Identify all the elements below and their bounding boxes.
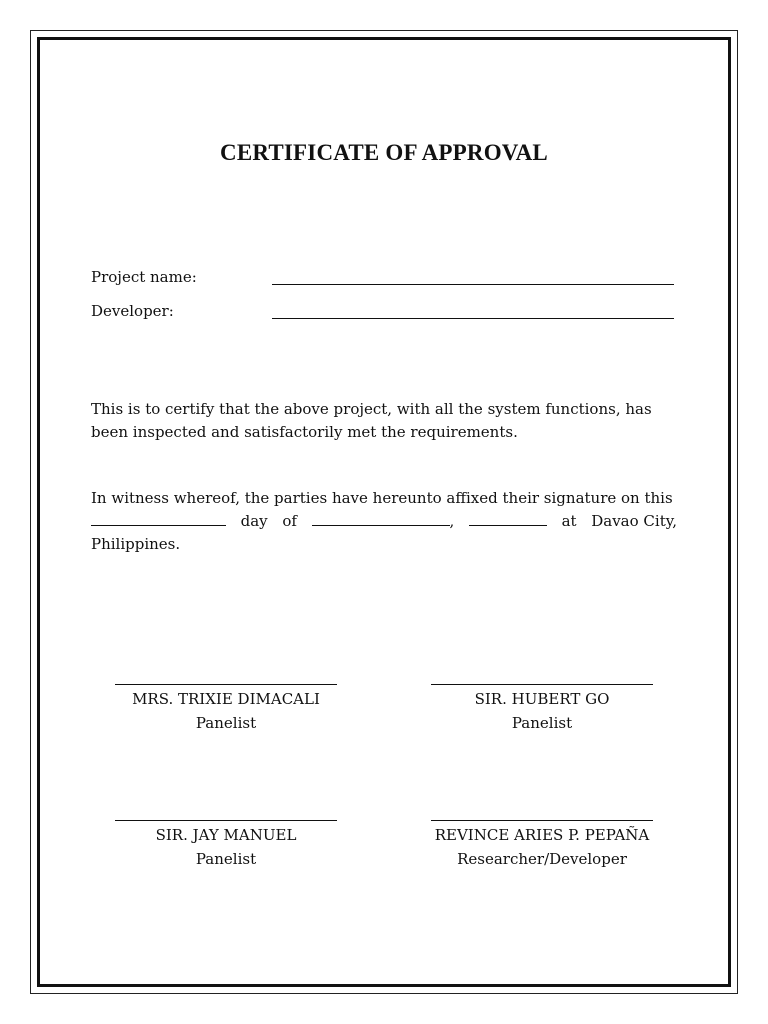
signature-block-1 <box>115 684 337 735</box>
signatory-name: MRS. TRIXIE DIMACALI <box>132 690 320 708</box>
month-blank-group <box>312 510 455 533</box>
day-blank-line[interactable] <box>91 510 226 526</box>
day-word: day <box>240 512 268 530</box>
city-text: Davao City, <box>591 512 677 530</box>
month-blank-line[interactable] <box>312 510 450 526</box>
witness-line-2 <box>91 510 677 533</box>
witness-paragraph <box>91 487 677 556</box>
certificate-title: CERTIFICATE OF APPROVAL <box>220 140 548 165</box>
developer-label: Developer: <box>91 302 174 320</box>
signature-line[interactable] <box>115 684 337 685</box>
signatory-name: SIR. JAY MANUEL <box>155 826 297 844</box>
comma: , <box>449 512 455 530</box>
signatory-role: Panelist <box>195 850 257 868</box>
project-name-blank-line[interactable] <box>272 284 674 285</box>
signature-line[interactable] <box>115 820 337 821</box>
witness-line-1: In witness whereof, the parties have hereunto affixed their signature on this <box>91 489 673 507</box>
field-project-name <box>91 268 675 290</box>
project-name-label: Project name: <box>91 268 197 286</box>
signatory-name: REVINCE ARIES P. PEPAÑA <box>434 826 650 844</box>
signature-line[interactable] <box>431 820 653 821</box>
certify-paragraph: This is to certify that the above project, with all the system functions, has been inspected and satisfactorily met the requirements. <box>91 400 652 441</box>
of-word: of <box>282 512 297 530</box>
witness-line-3: Philippines. <box>91 535 181 553</box>
developer-blank-line[interactable] <box>272 318 674 319</box>
signatory-role: Panelist <box>195 714 257 732</box>
field-developer <box>91 302 675 324</box>
signature-block-4 <box>431 820 653 871</box>
signature-block-3 <box>115 820 337 871</box>
signatory-role: Researcher/Developer <box>457 850 627 868</box>
at-word: at <box>561 512 577 530</box>
signature-line[interactable] <box>431 684 653 685</box>
signature-block-2 <box>431 684 653 735</box>
signatory-name: SIR. HUBERT GO <box>474 690 610 708</box>
year-blank-line[interactable] <box>469 510 547 526</box>
signatory-role: Panelist <box>511 714 573 732</box>
